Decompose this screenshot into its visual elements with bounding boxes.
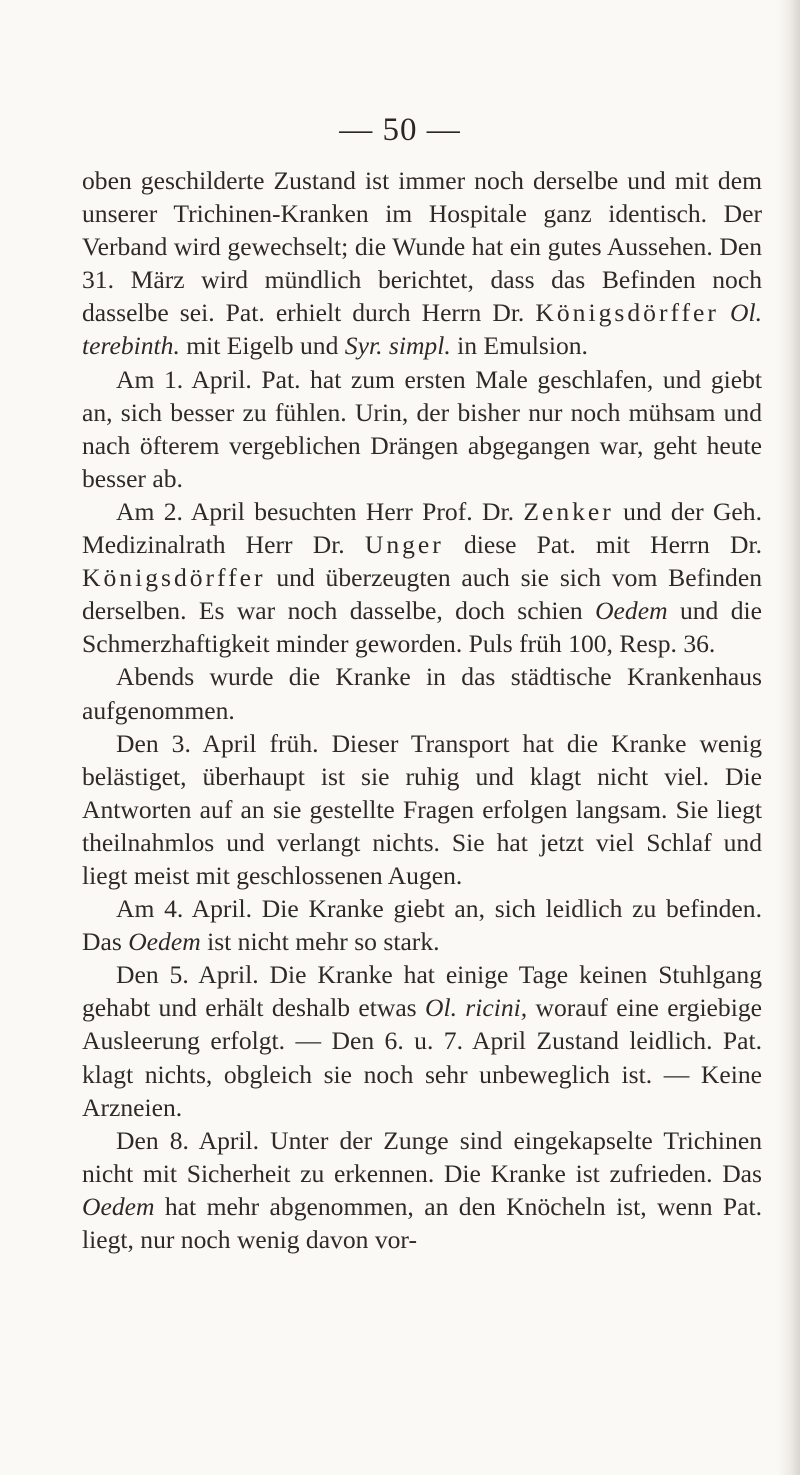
- paragraph: Abends wurde die Kranke in das städtische Krankenhaus aufgenommen.: [82, 662, 762, 725]
- paragraph: Am 4. April. Die Kranke giebt an, sich leidlich zu befinden. Das Oedem ist nicht mehr so stark.: [82, 894, 762, 957]
- paragraph: Den 5. April. Die Kranke hat einige Tage keinen Stuhlgang gehabt und erhält deshalb etwas Ol. ricini, worauf eine ergiebige Ausleerung erfolgt. — Den 6. u. 7. April Zustand leidlich. Pat. klagt nichts, obgleich sie noch sehr unbeweglich ist. — Keine Arzneien.: [82, 960, 762, 1122]
- paragraph: Den 8. April. Unter der Zunge sind eingekapselte Trichinen nicht mit Sicherheit zu erkennen. Die Kranke ist zufrieden. Das Oedem hat mehr abgenommen, an den Knöcheln ist, wenn Pat. liegt, nur noch wenig davon vor-: [82, 1125, 762, 1254]
- paragraph: oben geschilderte Zustand ist immer noch derselbe und mit dem unserer Trichinen-Kranken im Hospitale ganz identisch. Der Verband wird gewechselt; die Wunde hat ein gutes Aussehen. Den 31. März wird mündlich berichtet, dass das Befinden noch dasselbe sei. Pat. erhielt durch Herrn Dr. Königsdörffer Ol. terebinth. mit Eigelb und Syr. simpl. in Emulsion.: [82, 166, 762, 361]
- paragraph: Am 1. April. Pat. hat zum ersten Male geschlafen, und giebt an, sich besser zu fühlen. Urin, der bisher nur noch mühsam und nach öfterem vergeblichen Drängen abgegangen war, geht heute besser ab.: [82, 364, 762, 493]
- body-text: [82, 164, 762, 1256]
- page-edge-shadow: [778, 0, 800, 1475]
- paragraph: Den 3. April früh. Dieser Transport hat die Kranke wenig belästiget, überhaupt ist sie ruhig und klagt nicht viel. Die Antworten auf an sie gestellte Fragen erfolgen langsam. Sie liegt theilnahmlos und verlangt nichts. Sie hat jetzt viel Schlaf und liegt meist mit geschlossenen Augen.: [82, 728, 762, 890]
- paragraph: Am 2. April besuchten Herr Prof. Dr. Zenker und der Geh. Medizinalrath Herr Dr. Unger diese Pat. mit Herrn Dr. Königsdörffer und überzeugten auch sie sich vom Befinden derselben. Es war noch dasselbe, doch schien Oedem und die Schmerzhaftigkeit minder geworden. Puls früh 100, Resp. 36.: [82, 496, 762, 659]
- page-number: — 50 —: [339, 112, 461, 148]
